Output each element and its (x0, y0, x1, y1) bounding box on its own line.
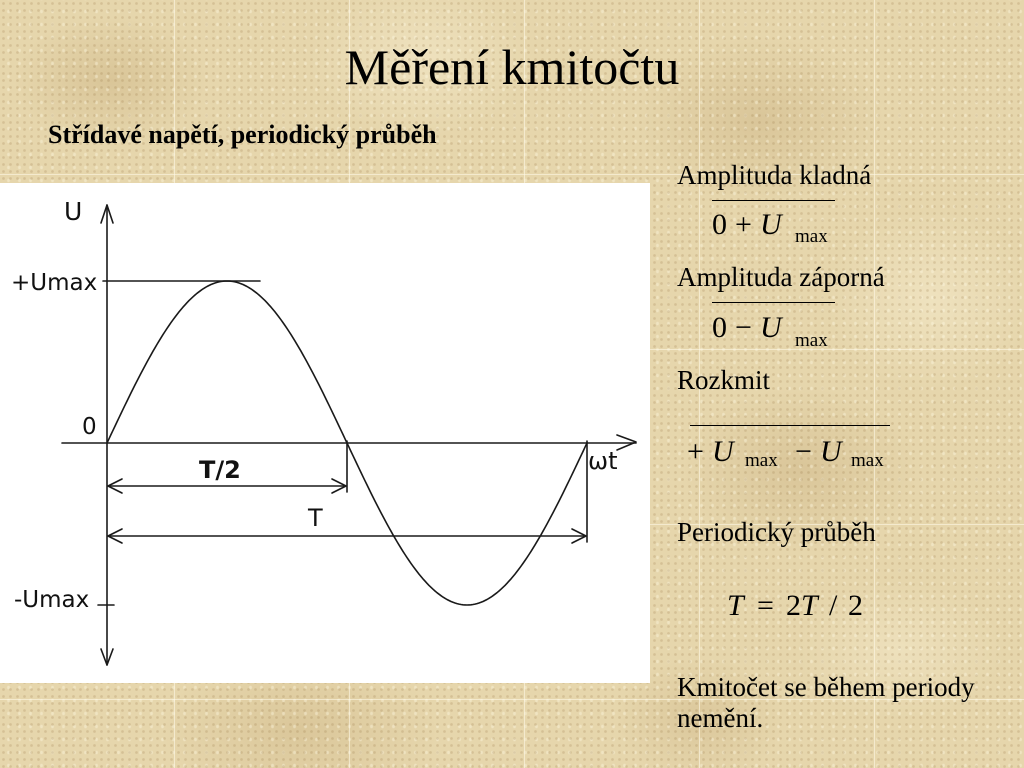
umin-label: -Umax (14, 587, 90, 613)
slide-subtitle: Střídavé napětí, periodický průběh (48, 120, 437, 149)
waveform-diagram (0, 183, 650, 683)
formula-divide: / (829, 589, 838, 622)
negative-amplitude-label: Amplituda záporná (677, 262, 885, 292)
formula-operator: − (795, 435, 812, 468)
conclusion-line-2: nemění. (677, 703, 764, 733)
formula-equals: = (757, 589, 774, 622)
period-label: T (308, 504, 323, 532)
formula-coefficient: 2 (786, 589, 801, 622)
formula-variable: T (801, 589, 818, 622)
formula-variable: U (760, 311, 782, 344)
formula-variable: U (820, 435, 842, 468)
slide-title: Měření kmitočtu (344, 39, 680, 95)
formula-variable: U (712, 435, 734, 468)
formula-subscript: max (745, 450, 778, 471)
conclusion-line-1: Kmitočet se během periody (677, 672, 975, 702)
peak-to-peak-label: Rozkmit (677, 365, 770, 395)
formula-overline (690, 425, 890, 426)
formula-operator: + (735, 208, 752, 241)
formula-subscript: max (851, 450, 884, 471)
formula-zero: 0 (712, 311, 727, 344)
axis-x-label: ωt (588, 447, 618, 475)
waveform-diagram-panel (0, 183, 650, 683)
formula-denominator: 2 (848, 589, 863, 622)
zero-label: 0 (82, 414, 97, 440)
formula-operator: − (735, 311, 752, 344)
formula-subscript: max (795, 330, 828, 351)
formula-lhs: T (727, 589, 744, 622)
formula-subscript: max (795, 226, 828, 247)
formula-zero: 0 (712, 208, 727, 241)
positive-amplitude-label: Amplituda kladná (677, 160, 872, 190)
umax-label: +Umax (11, 270, 98, 296)
formula-overline (712, 302, 835, 303)
half-period-label: T/2 (199, 456, 241, 484)
periodic-waveform-label: Periodický průběh (677, 517, 876, 547)
axis-y-label: U (64, 197, 83, 226)
formula-operator: + (687, 435, 704, 468)
formula-variable: U (760, 208, 782, 241)
formula-overline (712, 200, 835, 201)
